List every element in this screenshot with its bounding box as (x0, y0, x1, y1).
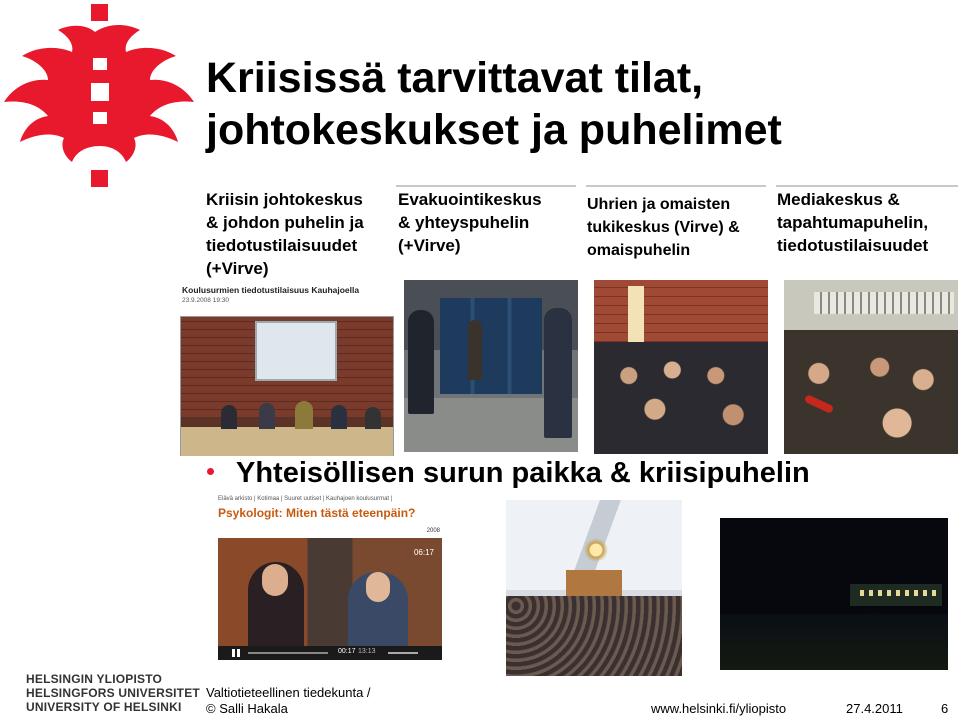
slide-title-line-2: johtokeskukset ja puhelimet (206, 106, 782, 154)
column-2-line: (+Virve) (398, 236, 461, 255)
bullet-point (207, 468, 214, 475)
video-timer-top: 06:17 (413, 548, 434, 557)
slide-title (206, 52, 946, 156)
pause-icon[interactable] (232, 649, 240, 657)
column-3-line: Uhrien ja omaisten (587, 196, 731, 213)
speaker-figure (365, 407, 381, 429)
projection-screen (255, 321, 337, 381)
footer-university-sv: HELSINGFORS UNIVERSITET (26, 686, 200, 700)
support-center-photo (594, 280, 768, 454)
psychologists-video-screenshot (216, 494, 444, 666)
university-flame-logo (0, 0, 200, 190)
column-1-line: tiedotustilaisuudet (206, 236, 358, 255)
person-in-doorway (468, 320, 482, 380)
column-3-line: omaispuhelin (587, 242, 691, 259)
footer-university-en: UNIVERSITY OF HELSINKI (26, 700, 182, 714)
column-4-line: Mediakeskus & (777, 190, 900, 209)
lake-reflection (720, 614, 948, 670)
press-conference-video (180, 316, 394, 456)
video-progress-bar[interactable] (248, 652, 328, 654)
glass-doors (440, 298, 542, 394)
police-officer (408, 310, 434, 414)
column-1-line: (+Virve) (206, 259, 269, 278)
video-controls[interactable] (218, 646, 442, 660)
balcony-rail (814, 292, 954, 314)
speakers-table (181, 427, 393, 456)
presenter-right-face (366, 572, 390, 602)
column-4-line: tapahtumapuhelin, (777, 213, 929, 232)
church-memorial-photo (506, 500, 682, 676)
column-2-line: & yhteyspuhelin (398, 213, 530, 232)
video-frame (218, 538, 442, 654)
speaker-figure (295, 401, 313, 429)
video-time-total: 13:13 (358, 648, 376, 655)
footer-university-fi: HELSINGIN YLIOPISTO (26, 672, 163, 686)
footer-date: 27.4.2011 (846, 701, 903, 716)
presenter-left-face (262, 564, 288, 596)
column-heading-support-center (587, 193, 740, 262)
column-rule-3 (586, 185, 766, 187)
column-heading-command-center (206, 188, 364, 280)
video-year: 2008 (426, 528, 440, 534)
footer-page-number: 6 (941, 701, 949, 716)
column-4-line: tiedotustilaisuudet (777, 236, 929, 255)
speaker-figure (331, 405, 347, 429)
building-lights (860, 590, 938, 596)
chandelier (576, 538, 616, 562)
press-conference-date: 23.9.2008 19:30 (182, 297, 229, 304)
column-1-line: & johdon puhelin ja (206, 213, 364, 232)
brick-wall (594, 280, 768, 350)
video-time-current: 00:17 (338, 648, 356, 655)
press-conference-heading: Koulusurmien tiedotustilaisuus Kauhajoella (182, 285, 360, 295)
evacuation-photo (404, 280, 578, 452)
footer-url[interactable]: www.helsinki.fi/yliopisto (651, 701, 787, 716)
video-nav-links[interactable]: Elävä arkisto | Kotimaa | Suuret uutiset | Kauhajoen koulusurmat | (218, 496, 393, 502)
police-officer (544, 308, 572, 438)
wall-light (628, 286, 644, 346)
column-rule-2 (396, 185, 576, 187)
video-heading: Psykologit: Miten tästä eteenpäin? (218, 506, 416, 520)
bullet-text: Yhteisöllisen surun paikka & kriisipuhelin (236, 457, 810, 489)
press-conference-screenshot (178, 280, 396, 456)
column-1-line: Kriisin johtokeskus (206, 190, 363, 209)
column-rule-4 (776, 185, 958, 187)
column-heading-evacuation-center (398, 188, 542, 257)
volume-bar[interactable] (388, 652, 418, 654)
media-center-photo (784, 280, 958, 454)
seated-crowd (594, 342, 768, 454)
footer-author: © Salli Hakala (206, 701, 288, 716)
column-heading-media-center (777, 188, 928, 257)
candles-night-photo (720, 518, 948, 670)
column-2-line: Evakuointikeskus (398, 190, 542, 209)
reporters-crowd (784, 330, 958, 454)
speaker-figure (259, 403, 275, 429)
column-3-line: tukikeskus (Virve) & (587, 219, 740, 236)
footer-faculty: Valtiotieteellinen tiedekunta / (206, 685, 371, 700)
speaker-figure (221, 405, 237, 429)
slide-title-line-1: Kriisissä tarvittavat tilat, (206, 54, 704, 102)
congregation (506, 596, 682, 676)
